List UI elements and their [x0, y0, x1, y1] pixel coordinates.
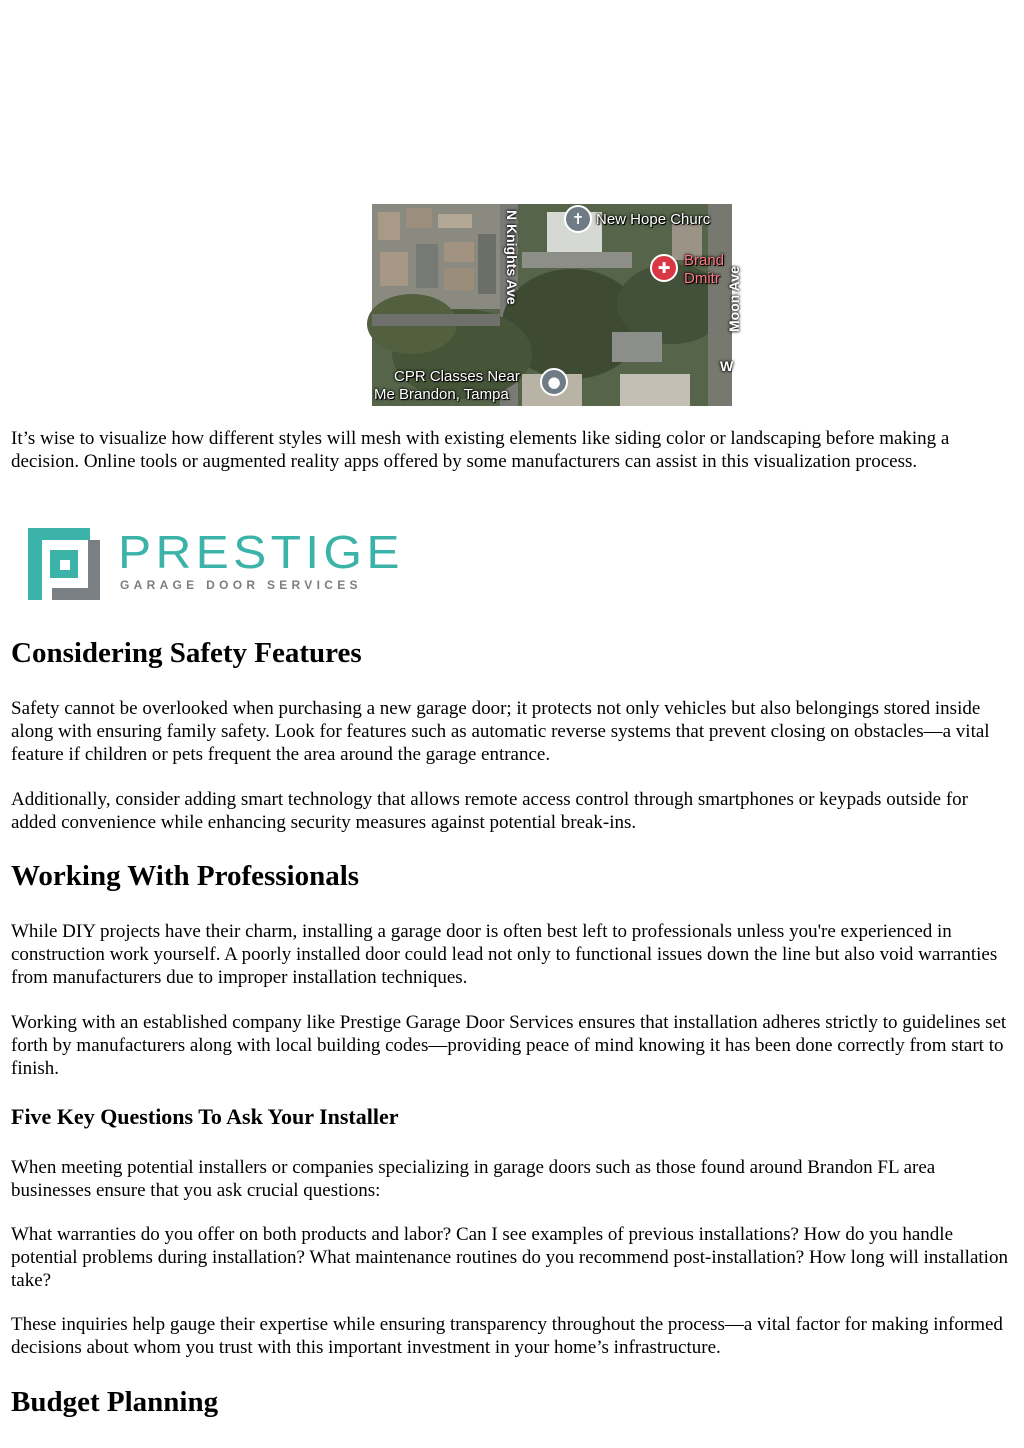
questions-paragraph-1: When meeting potential installers or companies specializing in garage doors such as those found around Brandon FL area businesses ensure that you ask crucial questions: — [11, 1157, 936, 1202]
medical-plus-icon[interactable]: ✚ — [650, 254, 678, 282]
logo-name: PRESTIGE — [118, 526, 404, 578]
map-label-brand-1[interactable]: Brand — [684, 252, 725, 269]
intro-paragraph: It’s wise to visualize how different styles will mesh with existing elements like siding color or landscaping before making a decision. Online tools or augmented reality apps offered by some manufacturers can assist in this visualization process. — [11, 428, 950, 473]
map-label-church[interactable]: New Hope Churc — [596, 211, 711, 228]
street-label-knights: N Knights Ave — [504, 210, 520, 305]
heading-professionals: Working With Professionals — [11, 860, 360, 892]
professionals-paragraph-1: While DIY projects have their charm, installing a garage door is often best left to professionals unless you're experienced in construction work yourself. A poorly installed door could lead not only to functional issues down the line but also void warranties from manufacturers due to improper installation techniques. — [11, 921, 998, 989]
street-label-w: W — [720, 358, 734, 374]
place-pin-icon[interactable]: ● — [540, 368, 568, 396]
heading-budget: Budget Planning — [11, 1386, 219, 1418]
logo-tagline: GARAGE DOOR SERVICES — [120, 578, 362, 592]
map-label-brand-2[interactable]: Dmitr — [684, 270, 720, 287]
map-label-cpr-1[interactable]: CPR Classes Near — [394, 368, 520, 385]
cross-icon[interactable]: ✝ — [564, 205, 592, 233]
questions-paragraph-3: These inquiries help gauge their expertise while ensuring transparency throughout the process—a vital factor for making informed decisions about whom you trust with this important investment in your home’s infrastructure. — [11, 1314, 1003, 1359]
heading-safety: Considering Safety Features — [11, 637, 362, 669]
safety-paragraph-1: Safety cannot be overlooked when purchasing a new garage door; it protects not only vehicles but also belongings stored inside along with ensuring family safety. Look for features such as automatic reverse systems that prevent closing on obstacles—a vital feature if children or pets frequent the area around the garage entrance. — [11, 698, 990, 766]
prestige-logo — [12, 518, 404, 608]
street-label-moon: Moon Ave — [726, 266, 742, 332]
logo-mark-icon — [26, 526, 102, 602]
questions-paragraph-2: What warranties do you offer on both products and labor? Can I see examples of previous installations? How do you handle potential problems during installation? What maintenance routines do you recommend post-installation? How long will installation take? — [11, 1224, 1008, 1292]
map-label-cpr-2[interactable]: Me Brandon, Tampa — [374, 386, 509, 403]
heading-questions: Five Key Questions To Ask Your Installer — [11, 1104, 399, 1129]
safety-paragraph-2: Additionally, consider adding smart technology that allows remote access control through smartphones or keypads outside for added convenience while enhancing security measures against potential break-ins. — [11, 789, 968, 834]
satellite-map[interactable] — [372, 204, 742, 406]
professionals-paragraph-2: Working with an established company like Prestige Garage Door Services ensures that installation adheres strictly to guidelines set forth by manufacturers along with local building codes—providing peace of mind knowing it has been done correctly from start to finish. — [11, 1012, 1007, 1080]
